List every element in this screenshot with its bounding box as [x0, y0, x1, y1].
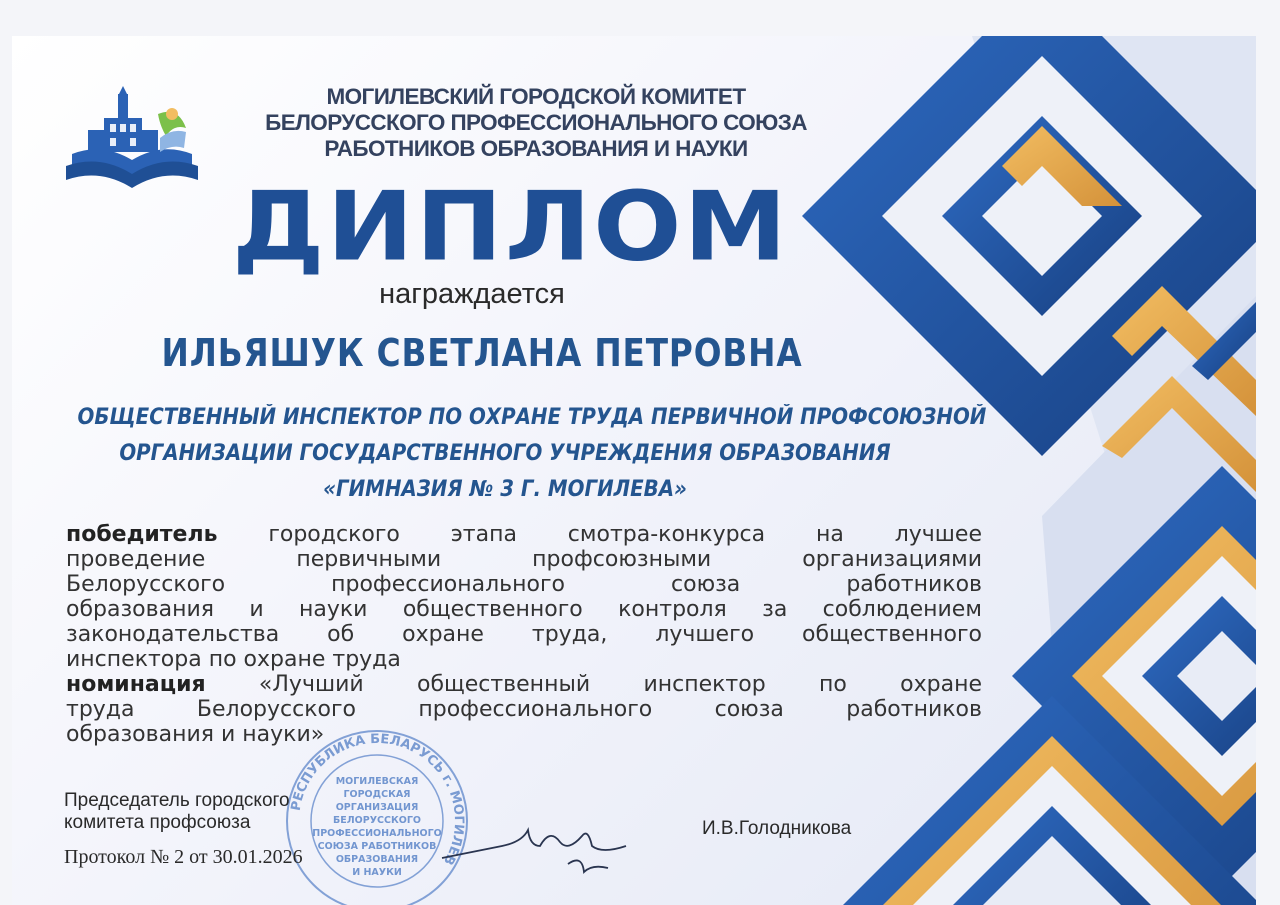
- word: соблюдением: [822, 597, 982, 622]
- word: охране: [402, 622, 484, 647]
- description-line: [66, 547, 982, 572]
- word: труда: [66, 697, 135, 722]
- nomination-text-end: образования и науки»: [66, 722, 325, 747]
- word: законодательства: [66, 622, 280, 647]
- description-line: [66, 622, 982, 647]
- description-line: [66, 597, 982, 622]
- word: труда,: [531, 622, 608, 647]
- word: на: [815, 522, 844, 547]
- chairman-title: [64, 790, 290, 834]
- organization-line-3: РАБОТНИКОВ ОБРАЗОВАНИЯ И НАУКИ: [324, 136, 748, 161]
- position-line-3: «ГИМНАЗИЯ № 3 Г. МОГИЛЕВА»: [323, 477, 687, 502]
- word: профессионального: [418, 697, 653, 722]
- word: этапа: [450, 522, 517, 547]
- handwritten-signature: [432, 806, 632, 886]
- word: городского: [268, 522, 400, 547]
- word: лучшее: [894, 522, 982, 547]
- word: профсоюзными: [532, 547, 712, 572]
- word: общественный: [416, 672, 591, 697]
- stamp-ring-text: РЕСПУБЛИКА БЕЛАРУСЬ г. МОГИЛЕВ: [288, 731, 467, 868]
- word: союза: [671, 572, 741, 597]
- word: Белорусского: [196, 697, 356, 722]
- word: «Лучший: [258, 672, 364, 697]
- organization-line-1: МОГИЛЕВСКИЙ ГОРОДСКОЙ КОМИТЕТ: [326, 84, 746, 109]
- word: и: [249, 597, 264, 622]
- description-line: [66, 572, 982, 597]
- word: охране: [900, 672, 982, 697]
- word: науки: [299, 597, 368, 622]
- organization-line-2: БЕЛОРУССКОГО ПРОФЕССИОНАЛЬНОГО СОЮЗА: [265, 110, 807, 135]
- recipient-position: [30, 400, 987, 508]
- word: Белорусского: [66, 572, 226, 597]
- description-line: [66, 522, 982, 547]
- word: проведение: [66, 547, 206, 572]
- word: за: [762, 597, 788, 622]
- word: первичными: [296, 547, 442, 572]
- chairman-line-1: Председатель городского: [64, 790, 290, 811]
- chairman-line-2: комитета профсоюза: [64, 812, 251, 833]
- word: лучшего: [655, 622, 755, 647]
- word: инспектор: [643, 672, 766, 697]
- word: профессионального: [331, 572, 565, 597]
- diploma-title: ДИПЛОМ: [232, 170, 789, 283]
- word: по: [818, 672, 847, 697]
- recipient-name: ИЛЬЯШУК СВЕТЛАНА ПЕТРОВНА: [161, 331, 803, 375]
- winner-label: победитель: [66, 522, 218, 547]
- nomination-label: номинация: [66, 672, 206, 697]
- word: работников: [846, 697, 982, 722]
- word: общественного: [402, 597, 583, 622]
- organization-name: [226, 84, 846, 162]
- word: об: [327, 622, 355, 647]
- stamp-line: ПРОФЕССИОНАЛЬНОГО: [312, 828, 442, 839]
- stamp-line: И НАУКИ: [352, 867, 402, 878]
- word: общественного: [802, 622, 982, 647]
- word: организациями: [802, 547, 982, 572]
- signer-name: И.В.Голодникова: [702, 818, 852, 839]
- stamp-line: СОЮЗА РАБОТНИКОВ: [317, 841, 437, 852]
- nomination-line: [66, 672, 982, 697]
- stamp-line: ОБРАЗОВАНИЯ: [335, 854, 419, 865]
- stamp-line: МОГИЛЕВСКАЯ: [335, 776, 419, 787]
- award-description: [66, 522, 982, 747]
- nomination-line: [66, 722, 982, 747]
- awarded-caption: награждается: [379, 278, 565, 310]
- stamp-line: БЕЛОРУССКОГО: [333, 815, 421, 826]
- word: смотра-конкурса: [567, 522, 766, 547]
- word: работников: [846, 572, 982, 597]
- winner-text-end: инспектора по охране труда: [66, 647, 401, 672]
- stamp-line: ОРГАНИЗАЦИЯ: [335, 802, 419, 813]
- word: образования: [66, 597, 214, 622]
- nomination-line: [66, 697, 982, 722]
- stamp-line: ГОРОДСКАЯ: [343, 789, 411, 800]
- word: союза: [714, 697, 784, 722]
- protocol-number: Протокол № 2 от 30.01.2026: [64, 846, 303, 868]
- position-line-2: ОРГАНИЗАЦИИ ГОСУДАРСТВЕННОГО УЧРЕЖДЕНИЯ ОБРАЗОВАНИЯ: [119, 441, 891, 466]
- position-line-1: ОБЩЕСТВЕННЫЙ ИНСПЕКТОР ПО ОХРАНЕ ТРУДА ПЕРВИЧНОЙ ПРОФСОЮЗНОЙ: [77, 405, 987, 430]
- word: контроля: [618, 597, 727, 622]
- diploma-sheet: [12, 36, 1256, 905]
- description-line: [66, 647, 982, 672]
- union-logo: [62, 84, 202, 194]
